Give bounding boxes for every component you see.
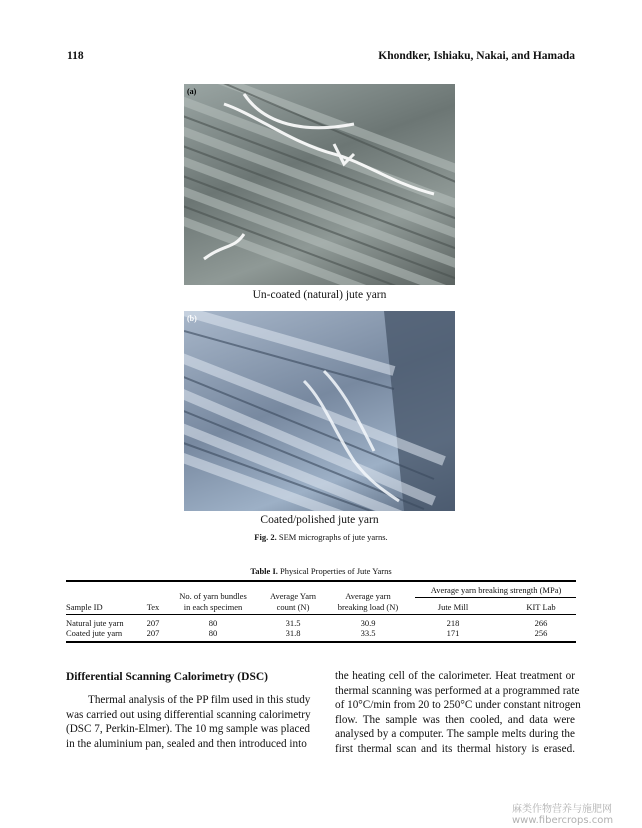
table-row-2-mill: 171	[446, 628, 460, 638]
table-row-2-load: 33.5	[360, 628, 376, 638]
table-row-2-sample: Coated jute yarn	[66, 628, 123, 638]
table-row-1-mill: 218	[446, 618, 460, 628]
panel-tag-b: (b)	[187, 314, 197, 323]
left-line-2: was carried out using differential scanning calorimetry	[66, 708, 311, 721]
running-header-authors: Khondker, Ishiaku, Nakai, and Hamada	[378, 50, 575, 62]
right-line-6: first thermal scan and its thermal history is erased.	[335, 742, 575, 755]
table-row-1-count: 31.5	[285, 618, 301, 628]
table-row-1-bundles: 80	[208, 618, 218, 628]
left-column-text	[66, 693, 311, 751]
table-row-1-tex: 207	[146, 618, 160, 628]
header-sample-id: Sample ID	[66, 602, 103, 612]
group-header: Average yarn breaking strength (MPa)	[430, 585, 562, 595]
page-number: 118	[67, 50, 84, 62]
sem-fiber-texture-a	[184, 84, 455, 285]
figure-caption	[0, 532, 642, 542]
header-load-1: Average yarn	[345, 591, 391, 601]
subcaption-a: Un-coated (natural) jute yarn	[252, 289, 387, 301]
table-title-text: Physical Properties of Jute Yarns	[280, 566, 392, 576]
table-header-rule	[66, 614, 576, 615]
group-header-rule	[415, 597, 576, 598]
table-row-2-bundles: 80	[208, 628, 218, 638]
figure-caption-text: SEM micrographs of jute yarns.	[278, 532, 388, 542]
table-top-rule	[66, 580, 576, 582]
left-line-3: (DSC 7, Perkin-Elmer). The 10 mg sample was placed	[66, 723, 310, 736]
right-column-text	[335, 669, 581, 757]
subcaption-b: Coated/polished jute yarn	[260, 514, 379, 526]
table-row-2-tex: 207	[146, 628, 160, 638]
header-tex: Tex	[146, 602, 160, 612]
header-jute-mill: Jute Mill	[437, 602, 469, 612]
header-kit-lab: KIT Lab	[526, 602, 556, 612]
table-title	[0, 566, 642, 576]
right-line-3: of 10°C/min from 20 to 250°C under constant nitrogen	[335, 699, 581, 712]
figure-label: Fig. 2.	[254, 532, 277, 542]
right-line-2: thermal scanning was performed at a programmed rate	[335, 684, 580, 697]
right-line-5: analysed by a computer. The sample melts during the	[335, 728, 575, 741]
table-row-1-load: 30.9	[360, 618, 376, 628]
left-line-4: in the aluminium pan, sealed and then introduced into	[66, 737, 307, 750]
table-row-1-sample: Natural jute yarn	[66, 618, 124, 628]
sem-fiber-texture-b	[184, 311, 455, 511]
header-bundles-1: No. of yarn bundles	[179, 591, 247, 601]
sem-micrograph-coated	[184, 311, 455, 511]
sem-micrograph-uncoated	[184, 84, 455, 285]
table-row-2-count: 31.8	[285, 628, 301, 638]
panel-tag-a: (a)	[187, 87, 197, 96]
watermark: 麻类作物营养与施肥网 www.fibercrops.com	[512, 804, 614, 826]
table-row-1-kit: 266	[534, 618, 548, 628]
header-count-1: Average Yarn	[269, 591, 317, 601]
table-row-2-kit: 256	[534, 628, 548, 638]
table-label: Table I.	[250, 566, 278, 576]
right-line-4: flow. The sample was then cooled, and data were	[335, 713, 575, 726]
section-heading: Differential Scanning Calorimetry (DSC)	[66, 671, 268, 683]
header-load-2: breaking load (N)	[337, 602, 399, 612]
header-bundles-2: in each specimen	[183, 602, 243, 612]
right-line-1: the heating cell of the calorimeter. Heat treatment or	[335, 670, 575, 682]
header-count-2: count (N)	[276, 602, 310, 612]
table-bottom-rule	[66, 641, 576, 643]
left-line-1: Thermal analysis of the PP film used in this study	[88, 694, 311, 706]
